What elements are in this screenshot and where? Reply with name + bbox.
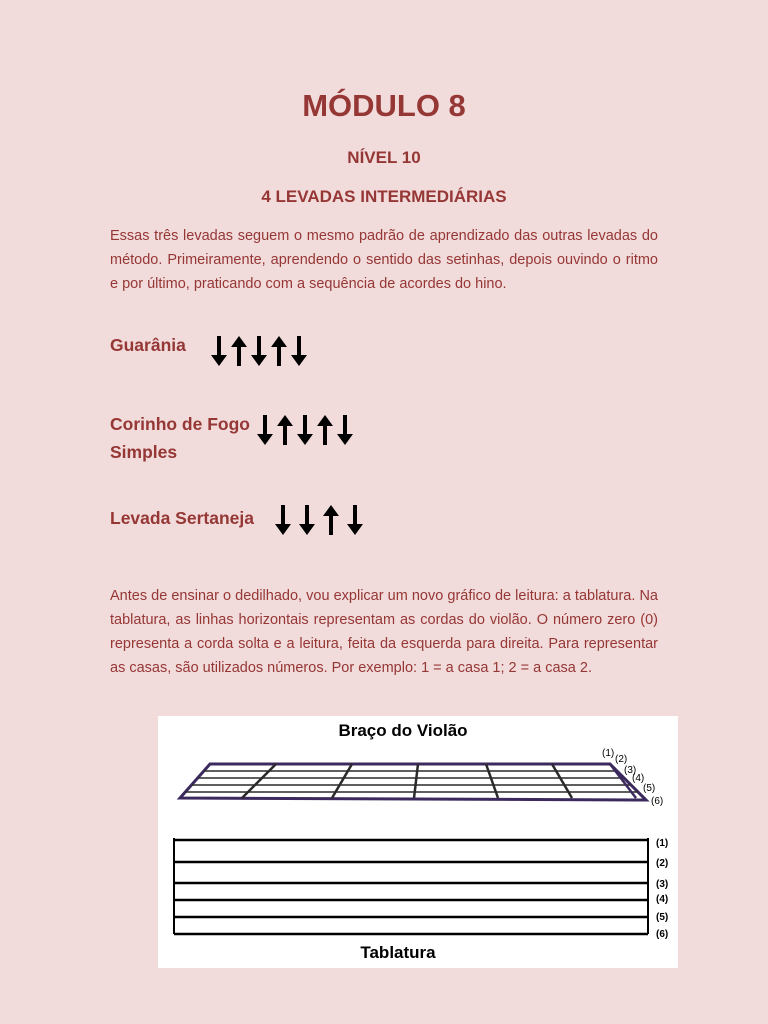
figure-top-title: Braço do Violão [338, 721, 468, 740]
arrow-down-icon [299, 505, 315, 535]
tab-string-label-2: (2) [656, 858, 669, 869]
guitar-neck-drawing [180, 764, 646, 800]
arrow-down-icon [275, 505, 291, 535]
arrow-down-icon [337, 415, 353, 445]
neck-string-label-3: (3) [624, 765, 637, 776]
tab-string-label-3: (3) [656, 879, 669, 890]
section-heading: 4 LEVADAS INTERMEDIÁRIAS [261, 187, 507, 206]
rhythm-name-line-1: Corinho de Fogo [110, 414, 250, 434]
strum-pattern-corinho-de-fogo [257, 415, 353, 445]
neck-string-label-4: (4) [632, 773, 645, 784]
module-title: MÓDULO 8 [302, 88, 466, 123]
arrow-up-icon [323, 505, 339, 535]
tab-string-label-4: (4) [656, 894, 669, 905]
intro-paragraph: Essas três levadas seguem o mesmo padrão de aprendizado das outras levadas do método. Primeiramente, aprendendo o sentido das setinhas, depois ouvindo o ritmo e por último, praticando com a sequência de acordes do hino. [110, 228, 658, 292]
neck-string-label-2: (2) [615, 754, 628, 765]
tab-string-label-6: (6) [656, 929, 669, 940]
arrow-down-icon [211, 336, 227, 366]
figure-bottom-title: Tablatura [360, 943, 436, 962]
rhythm-name-guarania: Guarânia [110, 335, 186, 355]
tab-string-label-5: (5) [656, 912, 669, 923]
tablature-explanation: Antes de ensinar o dedilhado, vou explicar um novo gráfico de leitura: a tablatura. Na tablatura, as linhas horizontais representam as cordas do violão. O número zero (0) representa a corda solta e a leitura, feita da esquerda para direita. Para representar as casas, são utilizados números. Por exemplo: 1 = a casa 1; 2 = a casa 2. [110, 588, 658, 676]
arrow-down-icon [251, 336, 267, 366]
rhythm-name-levada-sertaneja: Levada Sertaneja [110, 508, 254, 528]
rhythm-name-line-2: Simples [110, 442, 178, 462]
arrow-up-icon [271, 336, 287, 366]
tab-string-labels [656, 838, 668, 940]
rhythm-name-corinho-de-fogo [110, 410, 250, 466]
strum-pattern-guarania [211, 336, 307, 366]
arrow-down-icon [297, 415, 313, 445]
tab-string-label-1: (1) [656, 838, 669, 849]
arrow-up-icon [231, 336, 247, 366]
tablature-drawing [174, 838, 648, 934]
figure-drawing [158, 716, 678, 968]
arrow-down-icon [347, 505, 363, 535]
neck-string-label-1: (1) [602, 748, 615, 759]
guitar-neck-tablature-figure [158, 716, 678, 968]
arrow-down-icon [257, 415, 273, 445]
neck-string-label-6: (6) [651, 796, 664, 807]
strum-pattern-levada-sertaneja [275, 505, 363, 535]
arrow-up-icon [317, 415, 333, 445]
level-heading: NÍVEL 10 [347, 148, 421, 167]
arrow-up-icon [277, 415, 293, 445]
arrow-down-icon [291, 336, 307, 366]
neck-string-label-5: (5) [643, 783, 656, 794]
